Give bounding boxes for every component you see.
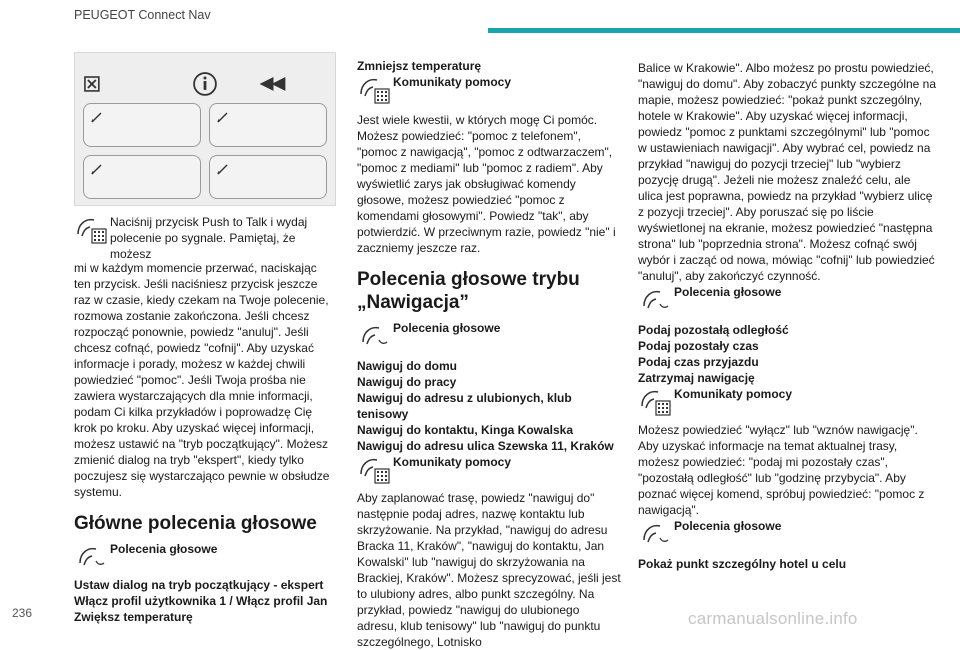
illustration-top-icons [75,63,335,97]
voice-screen-illustration [74,52,336,206]
pencil-icon [90,110,104,124]
help-messages-label: Komunikaty pomocy [674,387,793,401]
help-paragraph: Jest wiele kwestii, w których mogę Ci pomóc. Możesz powiedzieć: "pomoc z telefonem", "pomoc z nawigacją", "pomoc z odtwarzaczem", "pomoc z mediami" lub "pomoc z radiem". Aby wyświetlić zarys jak obsługiwać komendy głosowe, możesz powiedzieć "pomoc z komendami głosowymi". Powiedz "tak", aby potwierdzić. W przeciwnym razie, powiedz "nie" i zaczniemy jeszcze raz. [357,113,616,255]
voice-commands-label-row [638,518,938,550]
voice-command-icon [357,320,393,352]
info-icon [194,73,216,95]
voice-command-icon [74,541,110,573]
voice-command-icon [638,284,674,316]
voice-help-icon [74,214,110,246]
help-messages-label-row [357,74,622,106]
command-item: Nawiguj do adresu z ulubionych, klub tenisowy [357,391,572,421]
voice-help-icon [357,74,393,106]
rewind-icon [260,77,286,91]
section-heading-main-commands: Główne polecenia głosowe [74,513,317,534]
command-item: Nawiguj do kontaktu, Kinga Kowalska [357,423,574,437]
command-item: Podaj czas przyjazdu [638,355,759,369]
illustration-field [83,155,201,199]
navigation-help-continued: Balice w Krakowie". Albo możesz po prostu powiedzieć, "nawiguj do domu". Aby zobaczyć punkty szczególne na mapie, możesz powiedzieć: "pokaż punkt szczególny, hotele w Krakowie". Aby uzyskać więcej informacji, powiedz "pomoc z punktami szczególnymi" lub "pomoc w ustawieniach nawigacji". Aby wybrać cel, powiedz na przykład "nawiguj do pozycji trzeciej" lub "wybierz pozycję drugą". Jeżeli nie możesz znaleźć celu, ale ulica jest poprawna, powiedz na przykład "wybierz ulicę z pozycji trzeciej". Aby poruszać się po liście wyświetlonej na ekranie, możesz powiedzieć "następna strona" lub "poprzednia strona". Możesz cofnąć swój wybór i zacząć od nowa, mówiąc "cofnij" lub powiedzieć "anuluj", aby zakończyć czynność. [638,61,937,283]
command-item: Włącz profil użytkownika 1 / Włącz profil Jan [74,594,328,608]
voice-commands-label: Polecenia głosowe [393,321,501,335]
illustration-field [209,103,327,147]
voice-commands-label: Polecenia głosowe [674,285,782,299]
pencil-icon [216,162,230,176]
command-item: Zwiększ temperaturę [74,610,193,624]
help-messages-label: Komunikaty pomocy [393,455,512,469]
column-3 [638,58,938,572]
illustration-field [83,103,201,147]
push-to-talk-block [74,214,336,262]
illustration-field [209,155,327,199]
help-paragraph: Możesz powiedzieć "wyłącz" lub "wznów nawigację". Aby uzyskać informacje na temat aktualnej trasy, możesz powiedzieć: "podaj mi pozostały czas", "pozostałą odległość" lub "godzinę przybycia". Aby poznać więcej komend, spróbuj powiedzieć: "pomoc z nawigacją". [638,423,925,517]
intro-paragraph: mi w każdym momencie przerwać, naciskając ten przycisk. Jeśli naciśniesz przycisk jeszcze raz w czasie, kiedy czekam na Twoje polecenie, rozmowa zostanie zakończona. Jeśli chcesz rozpocząć ponownie, powiedz "anuluj". Jeśli chcesz cofnąć, powiedz "cofnij". Aby uzyskać informacje i porady, możesz w każdej chwili powiedzieć "pomoc". Jeśli Twoja prośba nie zawiera wystarczających dla mnie informacji, podam Ci kilka przykładów i poprowadzę Cię krok po kroku. Aby uzyskać więcej informacji, możesz ustawić na "tryb początkujący". Możesz zmienić dialog na tryb "ekspert", kiedy tylko poczujesz się wystarczająco pewnie w obsłudze systemu. [74,261,330,499]
help-paragraph: Aby zaplanować trasę, powiedz "nawiguj do" następnie podaj adres, nazwę kontaktu lub skrzyżowanie. Na przykład, "nawiguj do adresu Bracka 11, Kraków", "nawiguj do kontaktu, Jan Kowalski" lub "nawiguj do skrzyżowania na Brackiej, Kraków". Możesz sprecyzować, jeśli jest to ulubiony adres, albo punkt szczególny. Na przykład, powiedz "nawiguj do ulubionego adresu, klub tenisowy" lub "nawiguj do punktu szczególnego, Lotnisko [357,491,621,649]
voice-commands-label-row [74,541,336,573]
command-item: Nawiguj do adresu ulica Szewska 11, Kraków [357,439,614,453]
column-2 [357,58,622,650]
column-1 [74,214,336,625]
page-number: 236 [12,606,33,620]
section-heading-navigation: Polecenia głosowe trybu „Nawigacja” [357,269,580,313]
command-item: Zmniejsz temperaturę [357,59,482,73]
help-messages-label-row [638,386,938,418]
command-item: Podaj pozostały czas [638,339,759,353]
voice-help-icon [357,454,393,486]
voice-commands-label: Polecenia głosowe [674,519,782,533]
watermark-link[interactable]: carmanualsonline.info [688,609,858,628]
close-x-icon [85,77,99,91]
voice-help-icon [638,386,674,418]
intro-line-1: Naciśnij przycisk Push to Talk i wydaj [110,215,308,229]
pencil-icon [216,110,230,124]
header-accent-bar [488,28,960,33]
command-item: Nawiguj do domu [357,359,457,373]
help-messages-label: Komunikaty pomocy [393,75,512,89]
voice-commands-label-row [638,284,938,316]
pencil-icon [90,162,104,176]
voice-command-icon [638,518,674,550]
running-header: PEUGEOT Connect Nav [74,8,211,22]
help-messages-label-row [357,454,622,486]
command-item: Zatrzymaj nawigację [638,371,755,385]
voice-commands-label-row [357,320,622,352]
intro-line-2: polecenie po sygnale. Pamiętaj, że możesz [110,231,296,261]
command-item: Nawiguj do pracy [357,375,457,389]
command-item: Podaj pozostałą odległość [638,323,789,337]
command-item: Pokaż punkt szczególny hotel u celu [638,557,847,571]
command-item: Ustaw dialog na tryb początkujący - ekspert [74,578,324,592]
voice-commands-label: Polecenia głosowe [110,542,218,556]
